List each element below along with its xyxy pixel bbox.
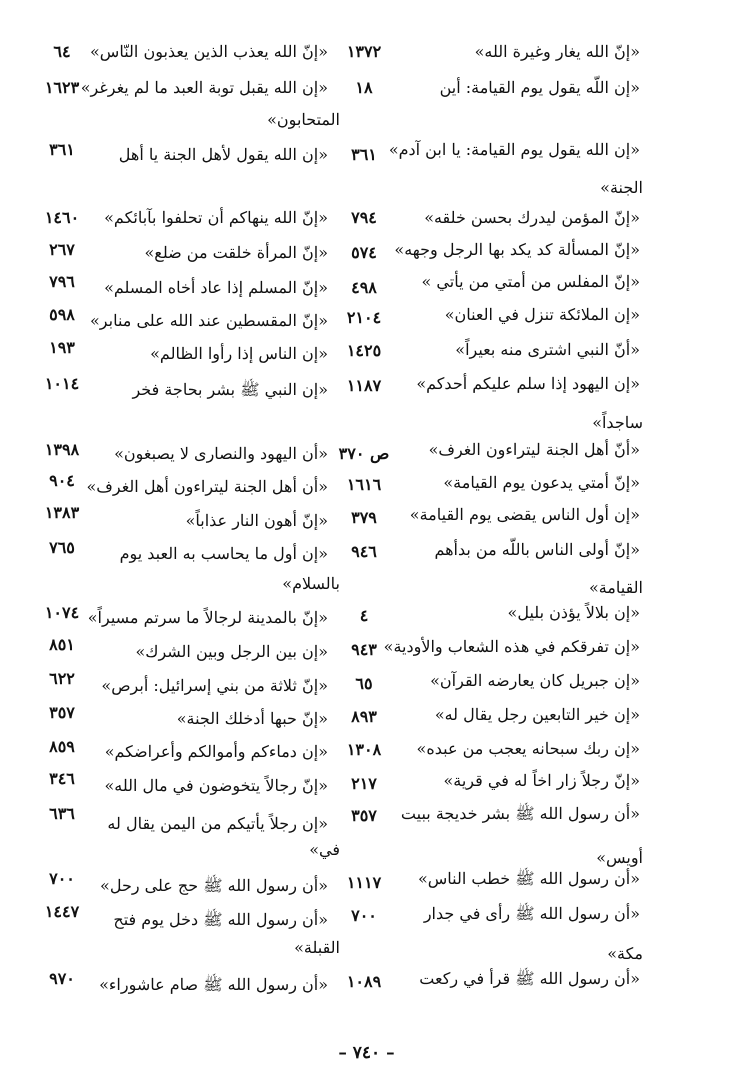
hadith-entry-right-continuation: القيامة»: [588, 578, 643, 597]
hadith-entry-right: «أن أهل الجنة ليتراءون أهل الغرف»: [86, 477, 328, 496]
hadith-entry-right: «إنّ الله يعذب الذين يعذبون النّاس»: [90, 42, 328, 61]
hadith-entry-right: «إن أول ما يحاسب به العبد يوم: [119, 544, 328, 563]
hadith-entry-left: «إنّ المسألة كد يكد بها الرجل وجهه»: [394, 240, 640, 259]
hadith-entry-left: «أن رسول الله ﷺ خطب الناس»: [417, 869, 640, 888]
page-ref-left: ١٤٤٧: [44, 902, 80, 921]
page-ref-left: ١٦٢٣: [44, 78, 80, 97]
page-ref-left: ٩٧٠: [49, 969, 75, 988]
hadith-entry-left: «إنّ المؤمن ليدرك بحسن خلقه»: [424, 208, 640, 227]
hadith-entry-right: «إنّ الله ينهاكم أن تحلفوا بآبائكم»: [104, 208, 328, 227]
page-ref-left: ٧٠٠: [49, 869, 75, 888]
hadith-entry-right: «إن الناس إذا رأوا الظالم»: [150, 344, 328, 363]
page-ref-right: ٩٤٣: [351, 640, 377, 659]
page-number: – ٧٤٠ –: [338, 1043, 395, 1063]
hadith-entry-right-continuation: الجنة»: [600, 178, 643, 197]
hadith-entry-right: «إن دماءكم وأموالكم وأعراضكم»: [104, 742, 328, 761]
hadith-entry-right: «إنّ أهون النار عذاباً»: [185, 511, 328, 530]
hadith-entry-right: «إن الله يقول لأهل الجنة يا أهل: [118, 145, 328, 164]
hadith-entry-left: «إنّ الله يغار وغيرة الله»: [474, 42, 640, 61]
hadith-entry-right: «أن رسول الله ﷺ حج على رحل»: [100, 876, 328, 895]
page-ref-right: ١٠٨٩: [346, 972, 382, 991]
hadith-entry-right: «إنّ بالمدينة لرجالاً ما سرتم مسيراً»: [87, 608, 328, 627]
page-ref-left: ١٠٧٤: [44, 603, 80, 622]
hadith-entry-right-continuation: مكة»: [607, 944, 643, 963]
hadith-entry-right: «إنّ المقسطين عند الله على منابر»: [90, 311, 328, 330]
hadith-entry-right-continuation: أويس»: [596, 848, 643, 867]
hadith-entry-left: «إن اليهود إذا سلم عليكم أحدكم»: [416, 374, 640, 393]
page-ref-left: ١٠١٤: [44, 374, 80, 393]
page-ref-left: ٨٥٩: [49, 737, 75, 756]
hadith-entry-left: «إن اللّه يقول يوم القيامة: أين: [439, 78, 640, 97]
page-ref-right: ٢١٠٤: [346, 308, 382, 327]
page-ref-right: ٢١٧: [351, 774, 377, 793]
hadith-entry-left-continuation: بالسلام»: [282, 574, 340, 593]
hadith-entry-right: «إنّ المرأة خلقت من ضلع»: [144, 243, 328, 262]
page-ref-left: ٦٣٦: [49, 804, 75, 823]
hadith-entry-left: «أن رسول الله ﷺ رأى في جدار: [423, 904, 640, 923]
hadith-entry-left: «أنّ النبي اشترى منه بعيراً»: [455, 340, 640, 359]
page-ref-right: ٣٥٧: [351, 806, 377, 825]
hadith-entry-left: «أن رسول الله ﷺ بشر خديجة ببيت: [400, 804, 640, 823]
page-ref-right: ٤٩٨: [351, 278, 377, 297]
hadith-entry-right: «إن بين الرجل وبين الشرك»: [135, 642, 328, 661]
hadith-entry-left: «إن ربك سبحانه يعجب من عبده»: [416, 739, 640, 758]
page-ref-right: ٧٠٠: [351, 906, 377, 925]
hadith-entry-left: «إن بلالاً يؤذن بليل»: [507, 603, 640, 622]
hadith-entry-left-continuation: القبلة»: [294, 938, 340, 957]
page-ref-left: ١٩٣: [49, 338, 75, 357]
page-ref-left: ١٣٨٣: [44, 503, 80, 522]
hadith-entry-left: «إن أول الناس يقضى يوم القيامة»: [409, 505, 640, 524]
hadith-entry-right: «إن رجلاً يأتيكم من اليمن يقال له: [107, 814, 328, 833]
hadith-entry-left: «إنّ رجلاً زار اخاً له في قرية»: [443, 771, 640, 790]
page-ref-left: ١٣٩٨: [44, 440, 80, 459]
page-ref-right: ١٣٧٢: [346, 42, 382, 61]
page-ref-left: ٦٢٢: [49, 669, 75, 688]
page-ref-right: ١١٨٧: [346, 376, 382, 395]
page-ref-right: ٨٩٣: [351, 707, 377, 726]
hadith-entry-left: «إن خير التابعين رجل يقال له»: [434, 705, 640, 724]
page-ref-right: ٩٤٦: [351, 542, 377, 561]
hadith-entry-left: «أن رسول الله ﷺ قرأ في ركعت: [419, 969, 640, 988]
hadith-entry-right-continuation: ساجداً»: [592, 413, 643, 432]
page-ref-left: ٣٦١: [49, 140, 75, 159]
hadith-entry-left: «إن تفرقكم في هذه الشعاب والأودية»: [383, 637, 640, 656]
hadith-entry-left: «إن الله يقول يوم القيامة: يا ابن آدم»: [388, 140, 640, 159]
page-ref-left: ٣٤٦: [49, 769, 75, 788]
page-ref-right: ١٣٠٨: [346, 740, 382, 759]
page-ref-right: ١٦١٦: [346, 475, 382, 494]
page-ref-left: ٧٩٦: [49, 272, 75, 291]
page-ref-right: ٣٦١: [351, 145, 377, 164]
page-ref-left: ٢٦٧: [49, 240, 75, 259]
hadith-entry-right: «أن رسول الله ﷺ صام عاشوراء»: [99, 975, 328, 994]
page-ref-left: ٧٦٥: [49, 538, 75, 557]
page-ref-right: ص ٣٧٠: [338, 444, 390, 463]
hadith-entry-left: «إنّ المفلس من أمتي من يأتي »: [421, 272, 640, 291]
page-ref-left: ٦٤: [53, 42, 71, 61]
hadith-entry-left-continuation: المتحابون»: [267, 110, 340, 129]
hadith-entry-left: «إنّ أولى الناس باللّه من بدأهم: [434, 540, 640, 559]
page-ref-right: ١١١٧: [346, 873, 382, 892]
hadith-entry-left: «إنّ أمتي يدعون يوم القيامة»: [443, 473, 640, 492]
hadith-entry-right: «إن النبي ﷺ بشر بحاجة فخر: [132, 380, 328, 399]
page-ref-left: ٨٥١: [49, 635, 75, 654]
hadith-entry-right: «إنّ ثلاثة من بني إسرائيل: أبرص»: [101, 676, 328, 695]
page-ref-right: ٥٧٤: [351, 243, 377, 262]
hadith-entry-left: «إن الملائكة تنزل في العنان»: [444, 305, 640, 324]
hadith-entry-left-continuation: في»: [309, 840, 340, 859]
hadith-entry-left: «أنّ أهل الجنة ليتراءون الغرف»: [428, 440, 640, 459]
page-ref-left: ٣٥٧: [49, 703, 75, 722]
page-ref-left: ٥٩٨: [49, 305, 75, 324]
hadith-entry-left: «إن جبريل كان يعارضه القرآن»: [430, 671, 640, 690]
hadith-entry-right: «أن اليهود والنصارى لا يصبغون»: [114, 444, 328, 463]
hadith-entry-right: «إنّ حبها أدخلك الجنة»: [176, 709, 328, 728]
page-ref-right: ٧٩٤: [351, 208, 377, 227]
page-ref-right: ٤: [359, 606, 369, 625]
page-ref-left: ١٤٦٠: [44, 208, 80, 227]
hadith-entry-right: «إنّ المسلم إذا عاد أخاه المسلم»: [104, 278, 328, 297]
page-ref-right: ١٨: [355, 78, 373, 97]
hadith-entry-right: «أن رسول الله ﷺ دخل يوم فتح: [113, 910, 328, 929]
page-ref-left: ٩٠٤: [49, 471, 75, 490]
hadith-entry-right: «إن الله يقبل توبة العبد ما لم يغرغر»: [80, 78, 328, 97]
hadith-entry-right: «إنّ رجالاً يتخوضون في مال الله»: [104, 776, 328, 795]
page-ref-right: ١٤٢٥: [346, 341, 382, 360]
page-ref-right: ٣٧٩: [351, 508, 377, 527]
page-ref-right: ٦٥: [355, 674, 373, 693]
